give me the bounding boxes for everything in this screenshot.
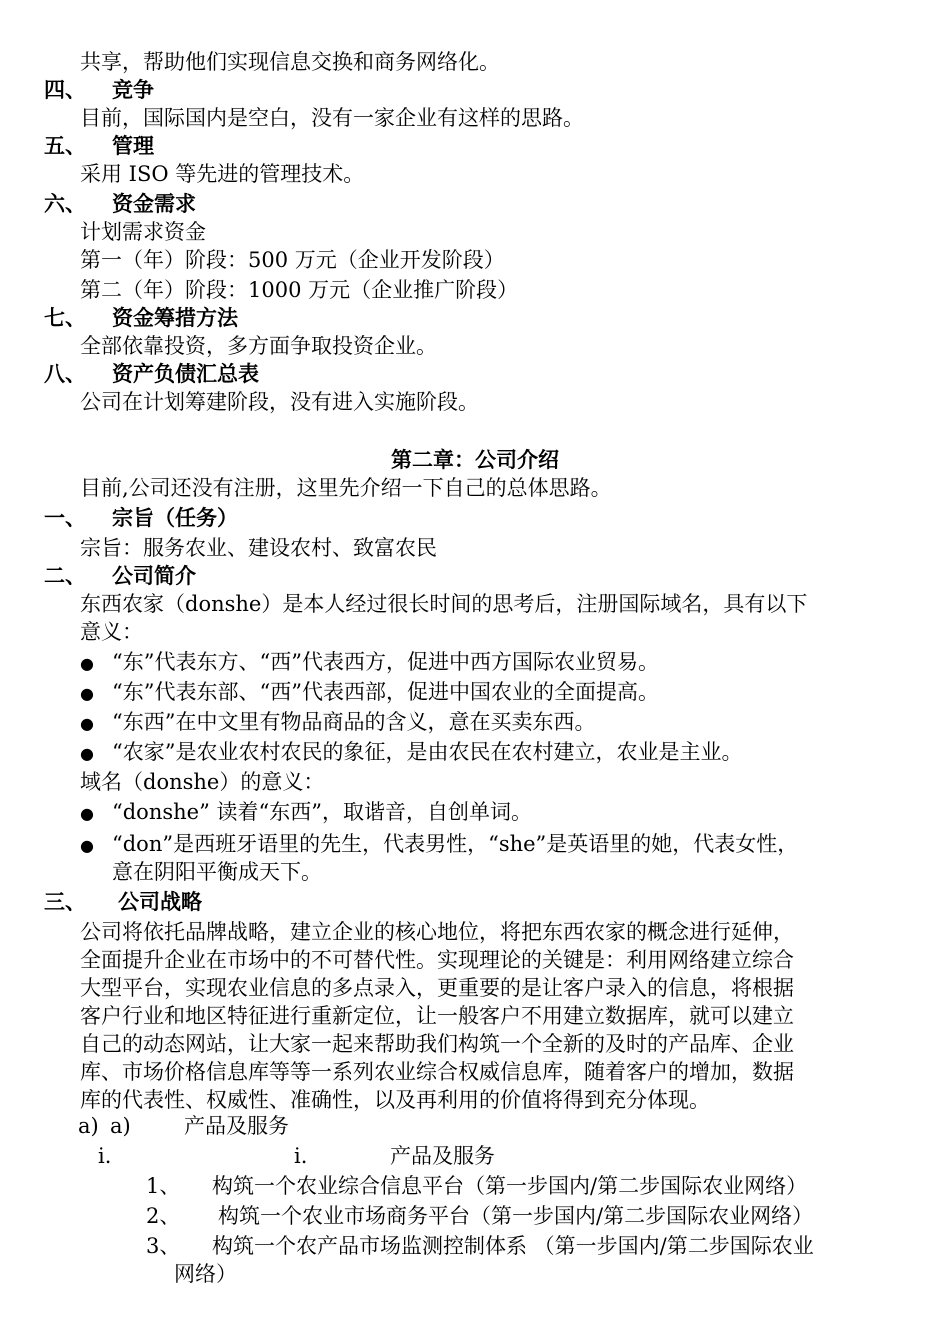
item-text: 构筑一个农业市场商务平台（第一步国内/第二步国际农业网络）: [218, 1204, 814, 1228]
c-section-1-heading: [0, 504, 950, 532]
sub-heading-a: [0, 1112, 950, 1140]
item-text: 构筑一个农产品市场监测控制体系 （第一步国内/第二步国际农业: [212, 1234, 814, 1258]
list-item: [0, 830, 950, 858]
bullet-icon: ●: [80, 744, 94, 763]
mission-text: 宗旨：服务农业、建设农村、致富农民: [80, 536, 437, 560]
section-4-heading: [0, 76, 950, 104]
numbered-item: [0, 1232, 950, 1260]
section-title: 资产负债汇总表: [112, 361, 259, 386]
list-marker: i.: [294, 1144, 308, 1168]
bullet-icon: ●: [80, 654, 94, 673]
section-title: 公司简介: [112, 563, 196, 588]
list-item-text: “东”代表东部、“西”代表西部，促进中国农业的全面提高。: [112, 680, 659, 704]
intro-para-line-2: 意义：: [80, 620, 143, 644]
bullet-icon: ●: [80, 714, 94, 733]
list-item: [0, 738, 950, 766]
list-marker: a): [110, 1114, 131, 1138]
section-7-text: 全部依靠投资，多方面争取投资企业。: [80, 334, 437, 358]
bullet-icon: ●: [80, 684, 94, 703]
chapter-intro: 目前,公司还没有注册，这里先介绍一下自己的总体思路。: [80, 476, 612, 500]
numbered-item-continuation: 网络）: [174, 1262, 237, 1286]
list-item: [0, 678, 950, 706]
section-4-text: 目前，国际国内是空白，没有一家企业有这样的思路。: [80, 106, 584, 130]
section-6-heading: [0, 190, 950, 218]
list-item-text: “don”是西班牙语里的先生，代表男性，“she”是英语里的她，代表女性，: [112, 832, 799, 856]
section-5-heading: [0, 132, 950, 160]
chapter-title: 第二章：公司介绍: [391, 447, 559, 472]
list-item: [0, 648, 950, 676]
section-number: 八、: [44, 361, 86, 386]
item-number: 1、: [146, 1174, 181, 1198]
strategy-line-1: 公司将依托品牌战略，建立企业的核心地位，将把东西农家的概念进行延伸，: [80, 920, 794, 944]
domain-meaning-line: 域名（donshe）的意义：: [80, 770, 325, 794]
section-title: 管理: [112, 133, 154, 158]
bullet-icon: ●: [80, 836, 94, 855]
sub-heading-i: [0, 1142, 950, 1170]
funding-line-1: 计划需求资金: [80, 220, 206, 244]
section-title: 宗旨（任务）: [112, 505, 238, 530]
list-item-text: “东西”在中文里有物品商品的含义，意在买卖东西。: [112, 710, 596, 734]
c-section-2-heading: [0, 562, 950, 590]
section-8-heading: [0, 360, 950, 388]
list-marker: a): [78, 1114, 99, 1138]
section-number: 一、: [44, 505, 86, 530]
section-number: 三、: [44, 889, 86, 914]
section-number: 四、: [44, 77, 86, 102]
section-number: 六、: [44, 191, 86, 216]
list-item-continuation: 意在阴阳平衡成天下。: [112, 860, 322, 884]
strategy-line-4: 客户行业和地区特征进行重新定位，让一般客户不用建立数据库，就可以建立: [80, 1004, 794, 1028]
list-item-text: “donshe” 读着“东西”，取谐音，自创单词。: [112, 800, 532, 824]
numbered-item: [0, 1172, 950, 1200]
c-section-3-heading: [0, 888, 950, 916]
item-number: 2、: [146, 1204, 181, 1228]
funding-line-2: 第一（年）阶段：500 万元（企业开发阶段）: [80, 248, 505, 272]
strategy-line-5: 自己的动态网站，让大家一起来帮助我们构筑一个全新的及时的产品库、企业: [80, 1032, 794, 1056]
section-number: 七、: [44, 305, 86, 330]
numbered-item: [0, 1202, 950, 1230]
intro-line: 共享，帮助他们实现信息交换和商务网络化。: [80, 50, 500, 74]
list-item-text: “东”代表东方、“西”代表西方，促进中西方国际农业贸易。: [112, 650, 659, 674]
section-number: 五、: [44, 133, 86, 158]
strategy-line-7: 库的代表性、权威性、准确性，以及再利用的价值将得到充分体现。: [80, 1088, 710, 1112]
section-8-text: 公司在计划筹建阶段，没有进入实施阶段。: [80, 390, 479, 414]
strategy-line-2: 全面提升企业在市场中的不可替代性。实现理论的关键是：利用网络建立综合: [80, 948, 794, 972]
intro-para-line-1: 东西农家（donshe）是本人经过很长时间的思考后，注册国际域名，具有以下: [80, 592, 808, 616]
strategy-line-3: 大型平台，实现农业信息的多点录入，更重要的是让客户录入的信息，将根据: [80, 976, 794, 1000]
section-number: 二、: [44, 563, 86, 588]
sub-heading-text: 产品及服务: [390, 1144, 495, 1168]
list-marker: i.: [98, 1144, 112, 1168]
section-7-heading: [0, 304, 950, 332]
strategy-line-6: 库、市场价格信息库等等一系列农业综合权威信息库，随着客户的增加，数据: [80, 1060, 794, 1084]
funding-line-3: 第二（年）阶段：1000 万元（企业推广阶段）: [80, 278, 519, 302]
item-text: 构筑一个农业综合信息平台（第一步国内/第二步国际农业网络）: [212, 1174, 808, 1198]
list-item: [0, 798, 950, 826]
bullet-icon: ●: [80, 804, 94, 823]
sub-heading-text: 产品及服务: [184, 1114, 289, 1138]
section-title: 资金筹措方法: [112, 305, 238, 330]
list-item-text: “农家”是农业农村农民的象征，是由农民在农村建立，农业是主业。: [112, 740, 743, 764]
item-number: 3、: [146, 1234, 181, 1258]
section-title: 公司战略: [118, 889, 202, 914]
section-title: 资金需求: [112, 191, 196, 216]
section-5-text: 采用 ISO 等先进的管理技术。: [80, 162, 365, 186]
section-title: 竞争: [112, 77, 154, 102]
list-item: [0, 708, 950, 736]
